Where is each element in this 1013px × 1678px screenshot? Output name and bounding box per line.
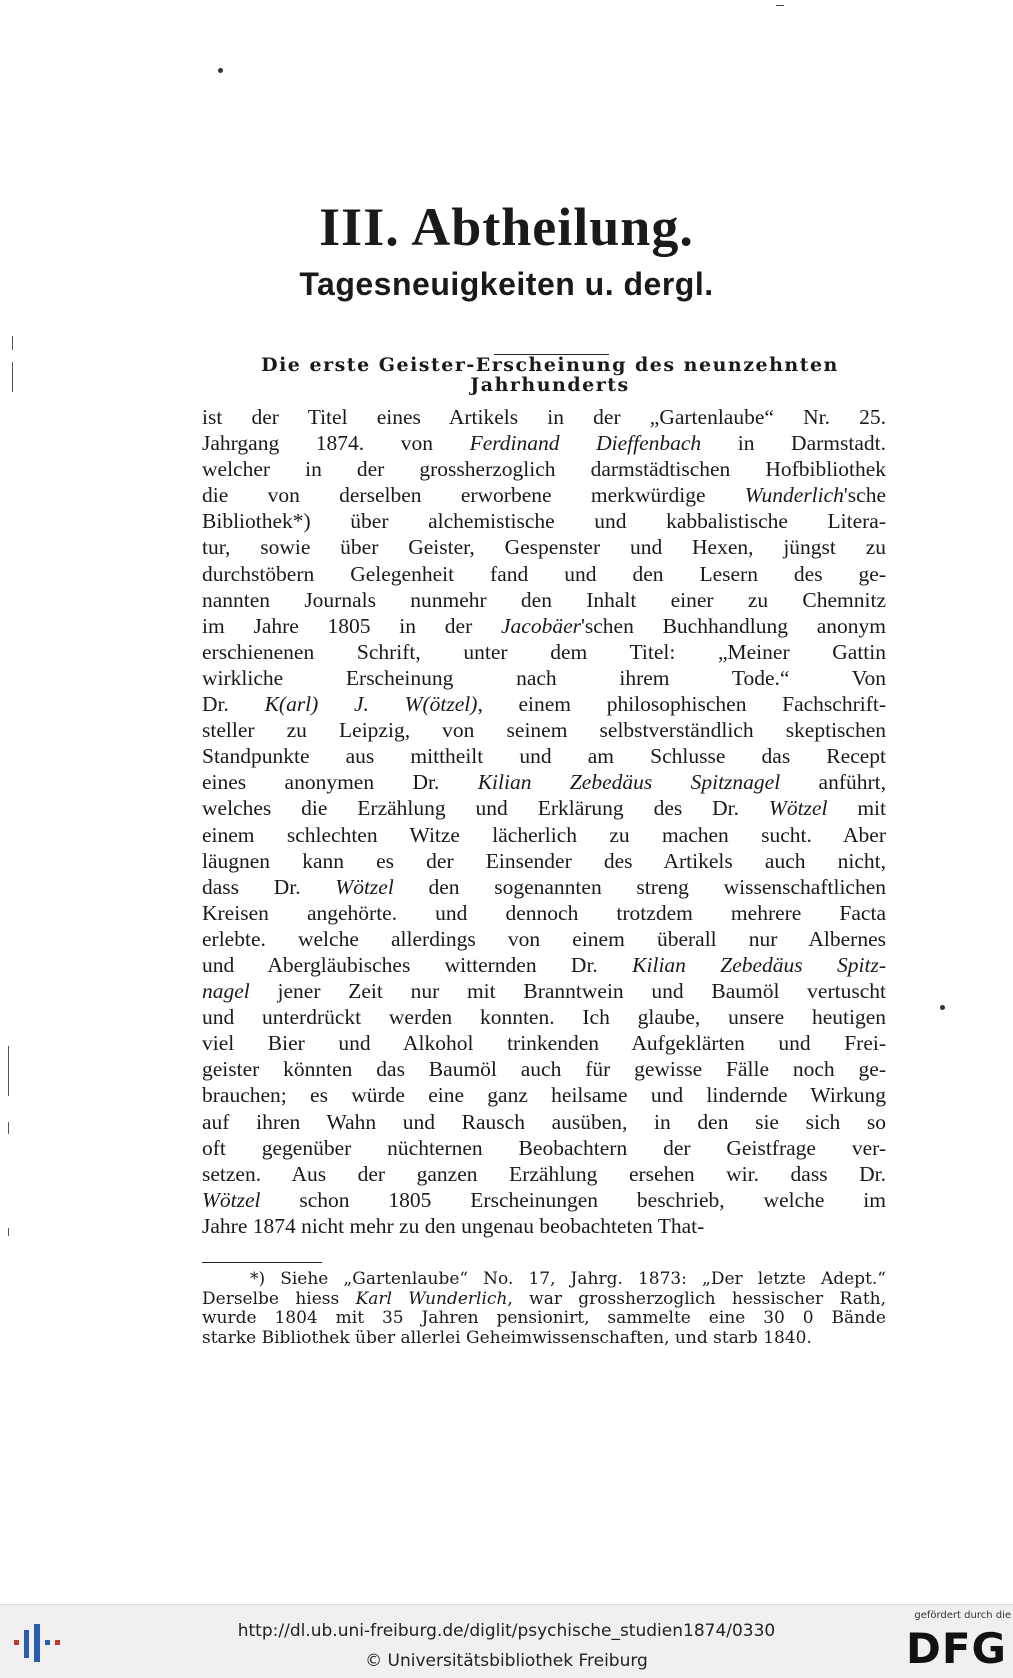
text-line: setzen. Aus der ganzen Erzählung ersehen wir. dass Dr. <box>202 1161 886 1186</box>
text-line: im Jahre 1805 in der Jacobäer'schen Buchhandlung anonym <box>202 613 886 638</box>
text-line: nannten Journals nunmehr den Inhalt einer zu Chemnitz <box>202 587 886 612</box>
text-line: Dr. K(arl) J. W(ötzel), einem philosophischen Fachschrift- <box>202 692 887 717</box>
speck-right <box>940 1005 945 1010</box>
text-line: nagel jener Zeit nur mit Branntwein und Baumöl vertuscht <box>202 979 886 1004</box>
text-line: durchstöbern Gelegenheit fand und den Lesern des ge- <box>202 561 886 586</box>
article-title <box>200 355 900 395</box>
text-line: welcher in der grossherzoglich darmstädtischen Hofbibliothek <box>202 457 886 482</box>
margin-mark <box>8 1046 9 1096</box>
text-line: auf ihren Wahn und Rausch ausüben, in den sie sich so <box>202 1109 886 1134</box>
text-line: und Abergläubisches witternden Dr. Kilian Zebedäus Spitz- <box>202 952 886 977</box>
text-line: und unterdrückt werden konnten. Ich glaube, unsere heutigen <box>202 1005 886 1030</box>
text-line: wurde 1804 mit 35 Jahren pensionirt, sammelte eine 30 0 Bände <box>202 1308 886 1328</box>
text-line: viel Bier und Alkohol trinkenden Aufgeklärten und Frei- <box>202 1031 886 1056</box>
text-line: dass Dr. Wötzel den sogenannten streng wissenschaftlichen <box>202 874 887 899</box>
footnote-rule <box>202 1262 322 1263</box>
text-line: einem schlechten Witze lächerlich zu machen sucht. Aber <box>202 822 886 847</box>
footer-url-link[interactable]: http://dl.ub.uni-freiburg.de/diglit/psychische_studien1874/0330 <box>237 1621 776 1641</box>
text-line: steller zu Leipzig, von seinem selbstverständlich skeptischen <box>202 718 886 743</box>
dfg-caption: gefördert durch die <box>914 1610 1011 1621</box>
article-title-line: Die erste Geister-Erscheinung des neunzehnten <box>261 354 839 376</box>
speck-top-left <box>218 68 223 73</box>
margin-mark <box>8 1228 9 1236</box>
text-line: Bibliothek*) über alchemistische und kabbalistische Litera- <box>202 509 886 534</box>
text-line: erlebte. welche allerdings von einem überall nur Albernes <box>202 926 886 951</box>
text-line: tur, sowie über Geister, Gespenster und Hexen, jüngst zu <box>202 535 886 560</box>
text-line: oft gegenüber nüchternen Beobachtern der Geistfrage ver- <box>202 1135 886 1160</box>
text-line: Kreisen angehörte. und dennoch trotzdem mehrere Facta <box>202 900 886 925</box>
article-body <box>202 404 886 1239</box>
text-line: geister könnten das Baumöl auch für gewisse Fälle noch ge- <box>202 1057 886 1082</box>
text-line: *) Siehe „Gartenlaube“ No. 17, Jahrg. 1873: „Der letzte Adept.“ <box>250 1269 886 1289</box>
section-subheading: Tagesneuigkeiten u. dergl. <box>299 266 714 302</box>
top-mark <box>776 5 784 6</box>
margin-mark <box>12 336 13 350</box>
text-line: Jahre 1874 nicht mehr zu den ungenau beobachteten That- <box>202 1213 705 1238</box>
text-line: Jahrgang 1874. von Ferdinand Dieffenbach in Darmstadt. <box>202 431 886 456</box>
article-title-line: Jahrhunderts <box>470 374 630 396</box>
margin-mark <box>12 362 13 392</box>
text-line: die von derselben erworbene merkwürdige Wunderlich'sche <box>202 483 886 508</box>
text-line: eines anonymen Dr. Kilian Zebedäus Spitznagel anführt, <box>202 770 886 795</box>
margin-mark <box>8 1122 9 1134</box>
text-line: erschienenen Schrift, unter dem Titel: „Meiner Gattin <box>202 639 886 664</box>
dfg-wordmark: DFG <box>905 1624 1007 1673</box>
text-line: ist der Titel eines Artikels in der „Gartenlaube“ Nr. 25. <box>202 405 886 429</box>
dfg-logo <box>893 1610 1011 1674</box>
text-line: wirkliche Erscheinung nach ihrem Tode.“ Von <box>202 665 886 690</box>
text-line: Standpunkte aus mittheilt und am Schlusse das Recept <box>202 744 886 769</box>
text-line: welches die Erzählung und Erklärung des Dr. Wötzel mit <box>202 796 887 821</box>
footer-copyright: © Universitätsbibliothek Freiburg <box>365 1651 648 1671</box>
text-line: Wötzel schon 1805 Erscheinungen beschrieb, welche im <box>202 1187 886 1212</box>
text-line: starke Bibliothek über allerlei Geheimwissenschaften, und starb 1840. <box>202 1327 812 1348</box>
text-line: Derselbe hiess Karl Wunderlich, war grossherzoglich hessischer Rath, <box>202 1288 887 1309</box>
footnote <box>202 1270 886 1348</box>
text-line: läugnen kann es der Einsender des Artikels auch nicht, <box>202 848 886 873</box>
section-heading: III. Abtheilung. <box>319 197 694 257</box>
text-line: brauchen; es würde eine ganz heilsame und lindernde Wirkung <box>202 1083 886 1108</box>
